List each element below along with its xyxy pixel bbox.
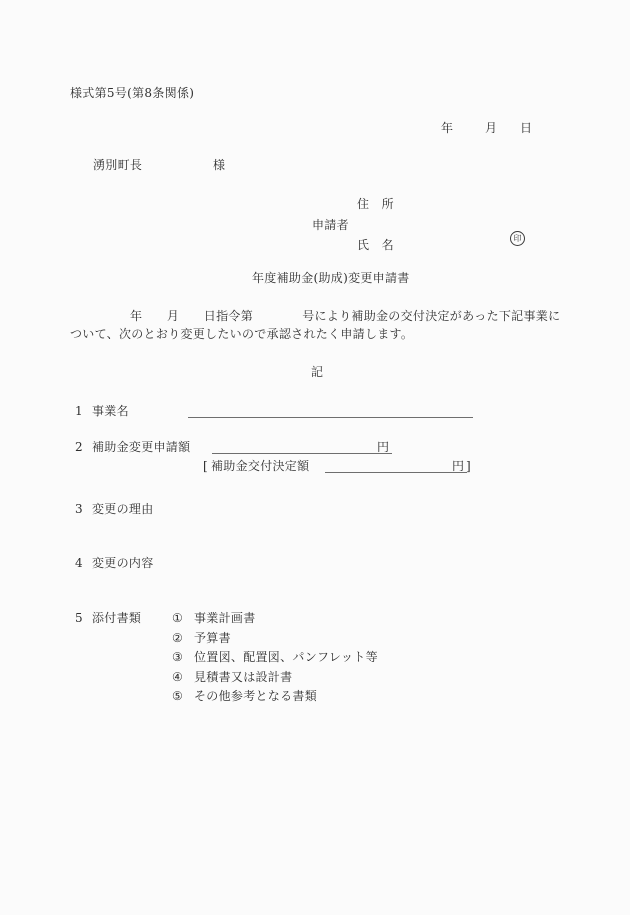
item4-label: 変更の内容 [92, 556, 154, 570]
applicant-address-label: 住 所 [357, 197, 394, 211]
document-title: 年度補助金(助成)変更申請書 [252, 271, 410, 285]
item2-sub-fill-line [325, 472, 467, 473]
body-line-2: ついて、次のとおり変更したいので承認されたく申請します。 [70, 327, 414, 341]
applicant-name-label: 氏 名 [357, 238, 394, 252]
attachment-2-text: 予算書 [194, 631, 231, 645]
attachment-3-marker-icon: ③ [172, 650, 184, 664]
item3-label: 変更の理由 [92, 502, 154, 516]
seal-mark-icon: 印 [510, 231, 525, 246]
item2-fill-line [212, 453, 392, 454]
item3-number: 3 [75, 502, 83, 516]
item2-label: 補助金変更申請額 [92, 440, 191, 454]
attachment-4-marker-icon: ④ [172, 670, 184, 684]
form-number: 様式第5号(第8条関係) [70, 86, 195, 100]
item2-sub-label: 補助金交付決定額 [211, 459, 310, 473]
attachment-4-text: 見積書又は設計書 [194, 670, 293, 684]
body-line-1: 年 月 日指令第 号により補助金の交付決定があった下記事業に [130, 309, 561, 323]
attachment-1-marker-icon: ① [172, 611, 184, 625]
item5-number: 5 [75, 611, 83, 625]
item2-sub-unit-label: 円 [452, 459, 465, 473]
item2-sub-close-bracket: ] [466, 459, 471, 473]
addressee-honorific: 様 [213, 158, 226, 172]
item1-number: 1 [75, 404, 83, 418]
item2-sub-open-bracket: [ [203, 459, 208, 473]
date-year-label: 年 [441, 121, 454, 135]
item2-unit-label: 円 [377, 440, 390, 454]
date-month-label: 月 [485, 121, 498, 135]
attachment-1-text: 事業計画書 [194, 611, 256, 625]
item1-label: 事業名 [92, 404, 129, 418]
applicant-role-label: 申請者 [312, 218, 349, 232]
attachment-5-text: その他参考となる書類 [194, 689, 318, 703]
item2-number: 2 [75, 440, 83, 454]
item5-label: 添付書類 [92, 611, 142, 625]
attachment-2-marker-icon: ② [172, 631, 184, 645]
item1-fill-line [188, 417, 473, 418]
attachment-3-text: 位置図、配置図、パンフレット等 [194, 650, 378, 664]
attachment-5-marker-icon: ⑤ [172, 689, 184, 703]
item4-number: 4 [75, 556, 83, 570]
date-day-label: 日 [520, 121, 533, 135]
addressee-name: 湧別町長 [93, 158, 143, 172]
section-marker: 記 [311, 365, 324, 379]
